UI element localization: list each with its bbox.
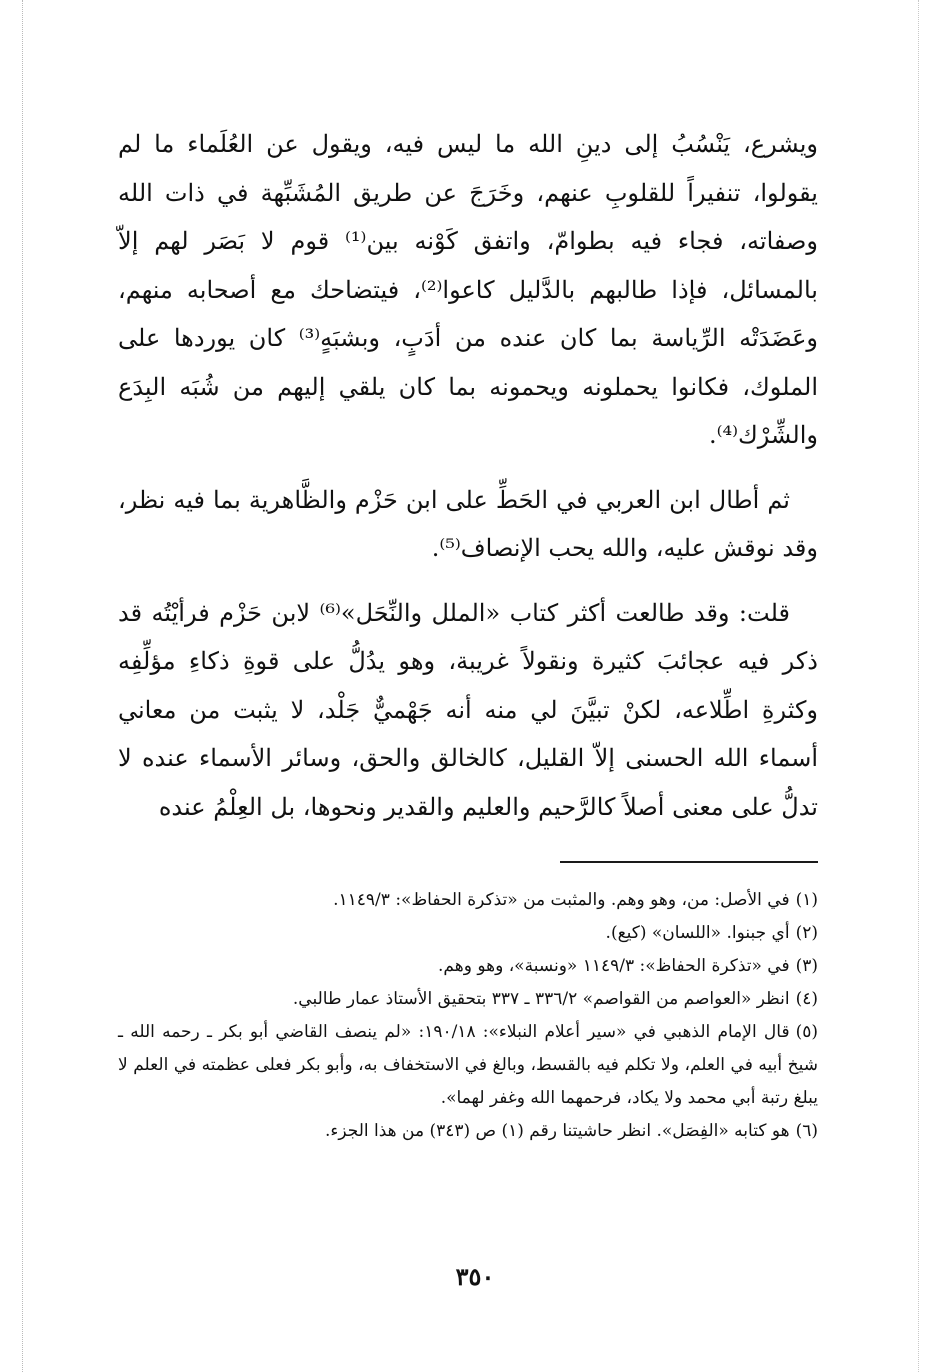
footnote-6 <box>118 1115 818 1148</box>
page-number: ٣٥٠ <box>455 1262 495 1291</box>
footnote-text: في «تذكرة الحفاظ»: ١١٤٩/٣ «ونسبة»، وهو وهم. <box>438 956 790 976</box>
footnote-2 <box>118 917 818 950</box>
scan-edge-right <box>918 0 919 1372</box>
paragraph-3: قلت: وقد طالعت أكثر كتاب «الملل والنِّحَل»⁽⁶⁾ لابن حَزْم فرأيْتُه قد ذكر فيه عجائبَ كثيرة ونقولاً غريبة، وهو يدُلُّ على قوةِ ذكاءِ مؤلِّفِه وكثرةِ اطِّلاعه، لكنْ تبيَّنَ لي منه أنه جَهْميٌّ جَلْد، لا يثبت من معاني أسماء الله الحسنى إلاّ القليل، كالخالق والحق، وسائر الأسماء عنده لا تدلُّ على معنى أصلاً كالرَّحيم والعليم والقدير ونحوها، بل العِلْمُ عنده <box>118 598 818 821</box>
footnote-number: (٤) <box>795 989 818 1009</box>
footnote-number: (١) <box>795 890 818 910</box>
footnote-number: (٦) <box>795 1121 818 1141</box>
footnote-1 <box>118 884 818 917</box>
footnote-separator <box>560 861 818 863</box>
paragraph-2: ثم أطال ابن العربي في الحَطِّ على ابن حَزْم والظَّاهرية بما فيه نظر، وقد نوقش عليه، والله يحب الإنصاف⁽⁵⁾. <box>118 485 818 562</box>
footnote-5 <box>118 1016 818 1115</box>
footnote-number: (٥) <box>795 1022 819 1042</box>
footnote-3 <box>118 950 818 983</box>
main-text <box>118 120 818 831</box>
paragraph-1: ويشرع، يَنْسُبُ إلى دينِ الله ما ليس فيه، ويقول عن العُلَماء ما لم يقولوا، تنفيراً للقلوبِ عنهم، وخَرَجَ عن طريق المُشَبِّهة في ذات الله وصفاته، فجاء فيه بطوامّ، واتفق كَوْنه بين⁽¹⁾ قوم لا بَصَر لهم إلاّ بالمسائل، فإذا طالبهم بالدَّليل كاعوا⁽²⁾، فيتضاحك مع أصحابه منهم، وعَضَدَتْه الرِّياسة بما كان عنده من أدَبٍ، وبشبَهٍ⁽³⁾ كان يوردها على الملوك، فكانوا يحملونه ويحمونه بما كان يلقي إليهم من شُبَه البِدَع والشِّرْك⁽⁴⁾. <box>118 130 818 449</box>
footnote-text: انظر «العواصم من القواصم» ٣٣٦/٢ ـ ٣٣٧ بتحقيق الأستاذ عمار طالبي. <box>292 989 790 1009</box>
footnote-text: في الأصل: من، وهو وهم. والمثبت من «تذكرة الحفاظ»: ١١٤٩/٣. <box>333 890 790 910</box>
footnote-number: (٣) <box>795 956 818 976</box>
paragraph-gap <box>118 573 818 589</box>
footnote-text: قال الإمام الذهبي في «سير أعلام النبلاء»: ١٩٠/١٨: «لم ينصف القاضي أبو بكر ـ رحمه الله ـ شيخ أبيه في العلم، ولا تكلم فيه بالقسط، وبالغ في الاستخفاف به، وأبو بكر فعلى عظمته في العلم لا يبلغ رتبة أبي محمد ولا يكاد، فرحمهما الله وغفر لهما». <box>118 1022 818 1108</box>
footnote-text: هو كتابه «الفِصَل». انظر حاشيتنا رقم (١) ص (٣٤٣) من هذا الجزء. <box>324 1121 790 1141</box>
footnote-number: (٢) <box>795 923 818 943</box>
paragraph-gap <box>118 460 818 476</box>
footnotes <box>118 884 818 1148</box>
footnote-4 <box>118 983 818 1016</box>
footnote-text: أي جبنوا. «اللسان» (كيع). <box>605 923 790 943</box>
scan-edge-left <box>22 0 23 1372</box>
